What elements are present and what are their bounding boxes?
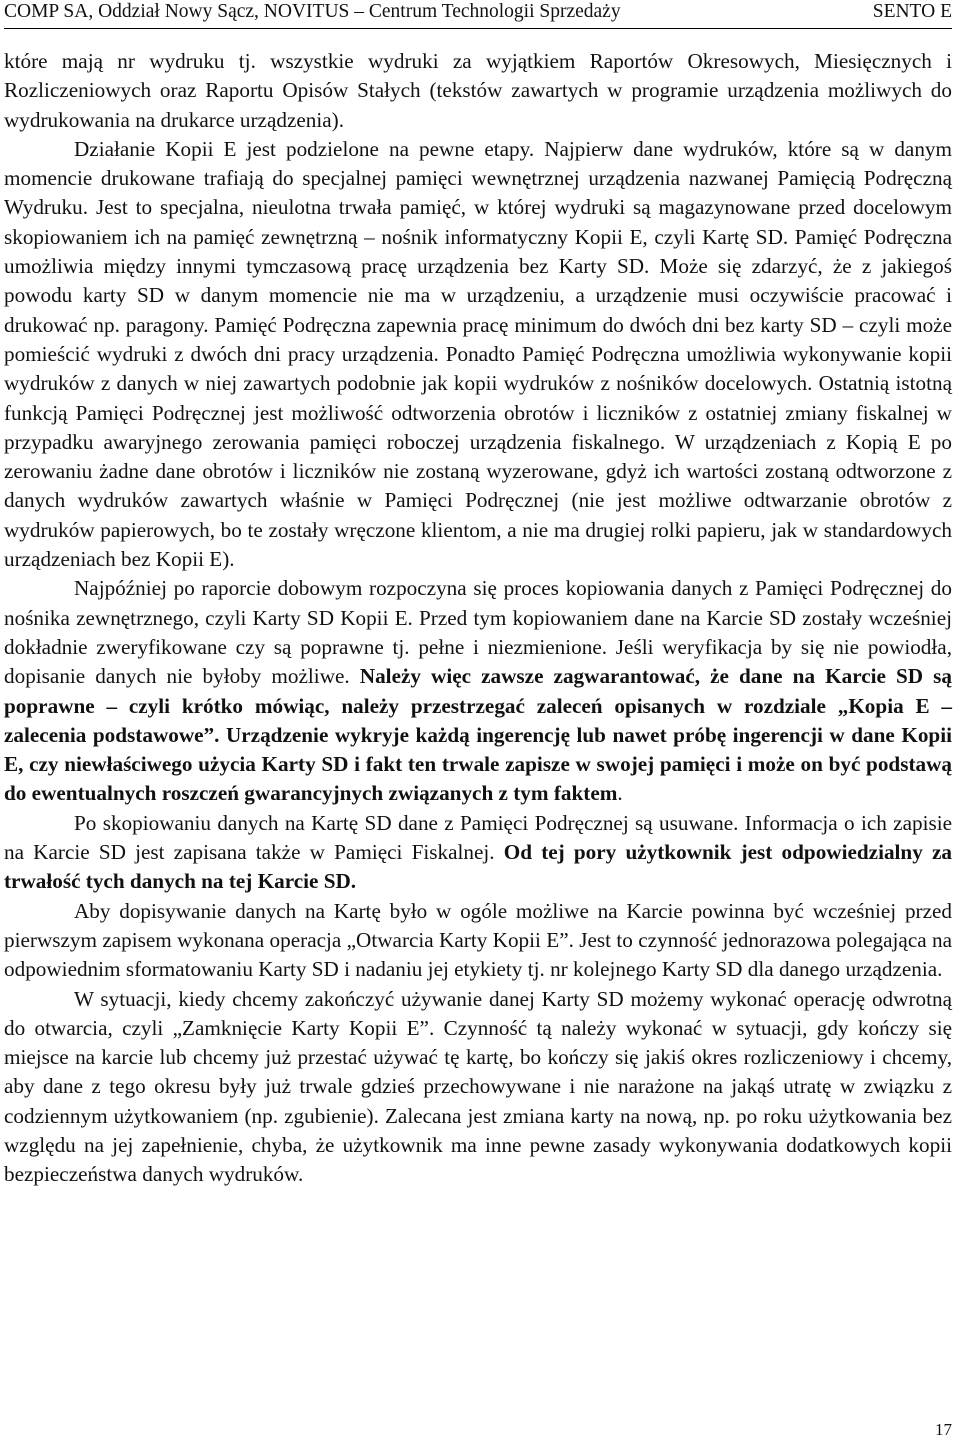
bold-text-run: Należy więc zawsze zagwarantować, że dane na Karcie SD są poprawne – czyli krótko mówiąc, należy przestrzegać zaleceń opisanych w rozdziale „Kopia E – zalecenia podstawowe”. Urządzenie wykryje każdą ingerencję lub nawet próbę ingerencji w dane Kopii E, czy niewłaściwego użycia Karty SD i fakt ten trwale zapisze w swojej pamięci i może on być podstawą do ewentualnych roszczeń gwarancyjnych związanych z tym faktem [4,664,952,806]
document-body [4,47,952,1190]
page-header [4,0,952,29]
page-number: 17 [935,1420,952,1439]
text-run: Aby dopisywanie danych na Kartę było w ogóle możliwe na Karcie powinna być wcześniej przed pierwszym zapisem wykonana operacja „Otwarcia Karty Kopii E”. Jest to czynność jednorazowa polegająca na odpowiednim sformatowaniu Karty SD i nadaniu jej etykiety tj. nr kolejnego Karty SD dla danego urządzenia. [4,898,952,982]
paragraph [4,897,952,985]
text-run: które mają nr wydruku tj. wszystkie wydruki za wyjątkiem Raportów Okresowych, Miesięcznych i Rozliczeniowych oraz Raportu Opisów Stałych (tekstów zawartych w programie urządzenia możliwych do wydrukowania na drukarce urządzenia). [4,49,952,132]
header-company-title: COMP SA, Oddział Nowy Sącz, NOVITUS – Centrum Technologii Sprzedaży [4,1,621,22]
header-product-name: SENTO E [872,1,952,22]
paragraph [4,47,952,135]
text-run: . [617,781,623,806]
paragraph [4,985,952,1190]
text-run: Po skopiowaniu danych na Kartę SD dane z Pamięci Podręcznej są usuwane. Informacja o ich zapisie na Karcie SD jest zapisana także w Pamięci Fiskalnej. [4,810,952,865]
paragraph [4,574,952,808]
text-run: Najpóźniej po raporcie dobowym rozpoczyna się proces kopiowania danych z Pamięci Podręcznej do nośnika zewnętrznego, czyli Karty SD Kopii E. Przed tym kopiowaniem dane na Karcie SD zostały wcześniej dokładnie zweryfikowane czy są poprawne tj. pełne i niezmienione. Jeśli weryfikacja by się nie powiodła, dopisanie danych nie byłoby możliwe. [4,576,952,689]
bold-text-run: Od tej pory użytkownik jest odpowiedzialny za trwałość tych danych na tej Karcie SD. [4,840,952,894]
paragraph [4,809,952,897]
text-run: Działanie Kopii E jest podzielone na pewne etapy. Najpierw dane wydruków, które są w danym momencie drukowane trafiają do specjalnej pamięci wewnętrznej urządzenia nazwanej Pamięcią Podręczną Wydruku. Jest to specjalna, nieulotna trwała pamięć, w której wydruki są magazynowane przed docelowym skopiowaniem ich na pamięć zewnętrzną – nośnik informatyczny Kopii E, czyli Kartę SD. Pamięć Podręczna umożliwia między innymi tymczasową pracę urządzenia bez Karty SD. Może się zdarzyć, że z jakiegoś powodu karty SD w danym momencie nie ma w urządzeniu, a urządzenie musi oczywiście pracować i drukować np. paragony. Pamięć Podręczna zapewnia pracę minimum do dwóch dni bez karty SD – czyli może pomieścić wydruki z dwóch dni pracy urządzenia. Ponadto Pamięć Podręczna umożliwia wykonywanie kopii wydruków z danych w niej zawartych podobnie jak kopii wydruków z nośników docelowych. Ostatnią istotną funkcją Pamięci Podręcznej jest możliwość odtworzenia obrotów i liczników z ostatniej zmiany fiskalnej w przypadku awaryjnego zerowania pamięci roboczej urządzenia fiskalnego. W urządzeniach z Kopią E po zerowaniu żadne dane obrotów i liczników nie zostaną wyzerowane, gdyż ich wartości zostaną odtworzone z danych wydruków zawartych właśnie w Pamięci Podręcznej (nie jest możliwe odtwarzanie obrotów z wydruków papierowych, bo te zostały wręczone klientom, a nie ma drugiej rolki papieru, jak w standardowych urządzeniach bez Kopii E). [4,136,952,572]
paragraph [4,135,952,574]
text-run: W sytuacji, kiedy chcemy zakończyć używanie danej Karty SD możemy wykonać operację odwrotną do otwarcia, czyli „Zamknięcie Karty Kopii E”. Czynność tą należy wykonać w sytuacji, gdy kończy się miejsce na karcie lub chcemy już przestać używać tę kartę, bo kończy się jakiś okres rozliczeniowy i chcemy, aby dane z tego okresu były już trwale gdzieś przechowywane i nie narażone na jakąś utratę w związku z codziennym użytkowaniem (np. zgubienie). Zalecana jest zmiana karty na nową, np. po roku użytkowania bez względu na jej zapełnienie, chyba, że użytkownik ma inne pewne zasady wykonywania dodatkowych kopii bezpieczeństwa danych wydruków. [4,986,952,1187]
